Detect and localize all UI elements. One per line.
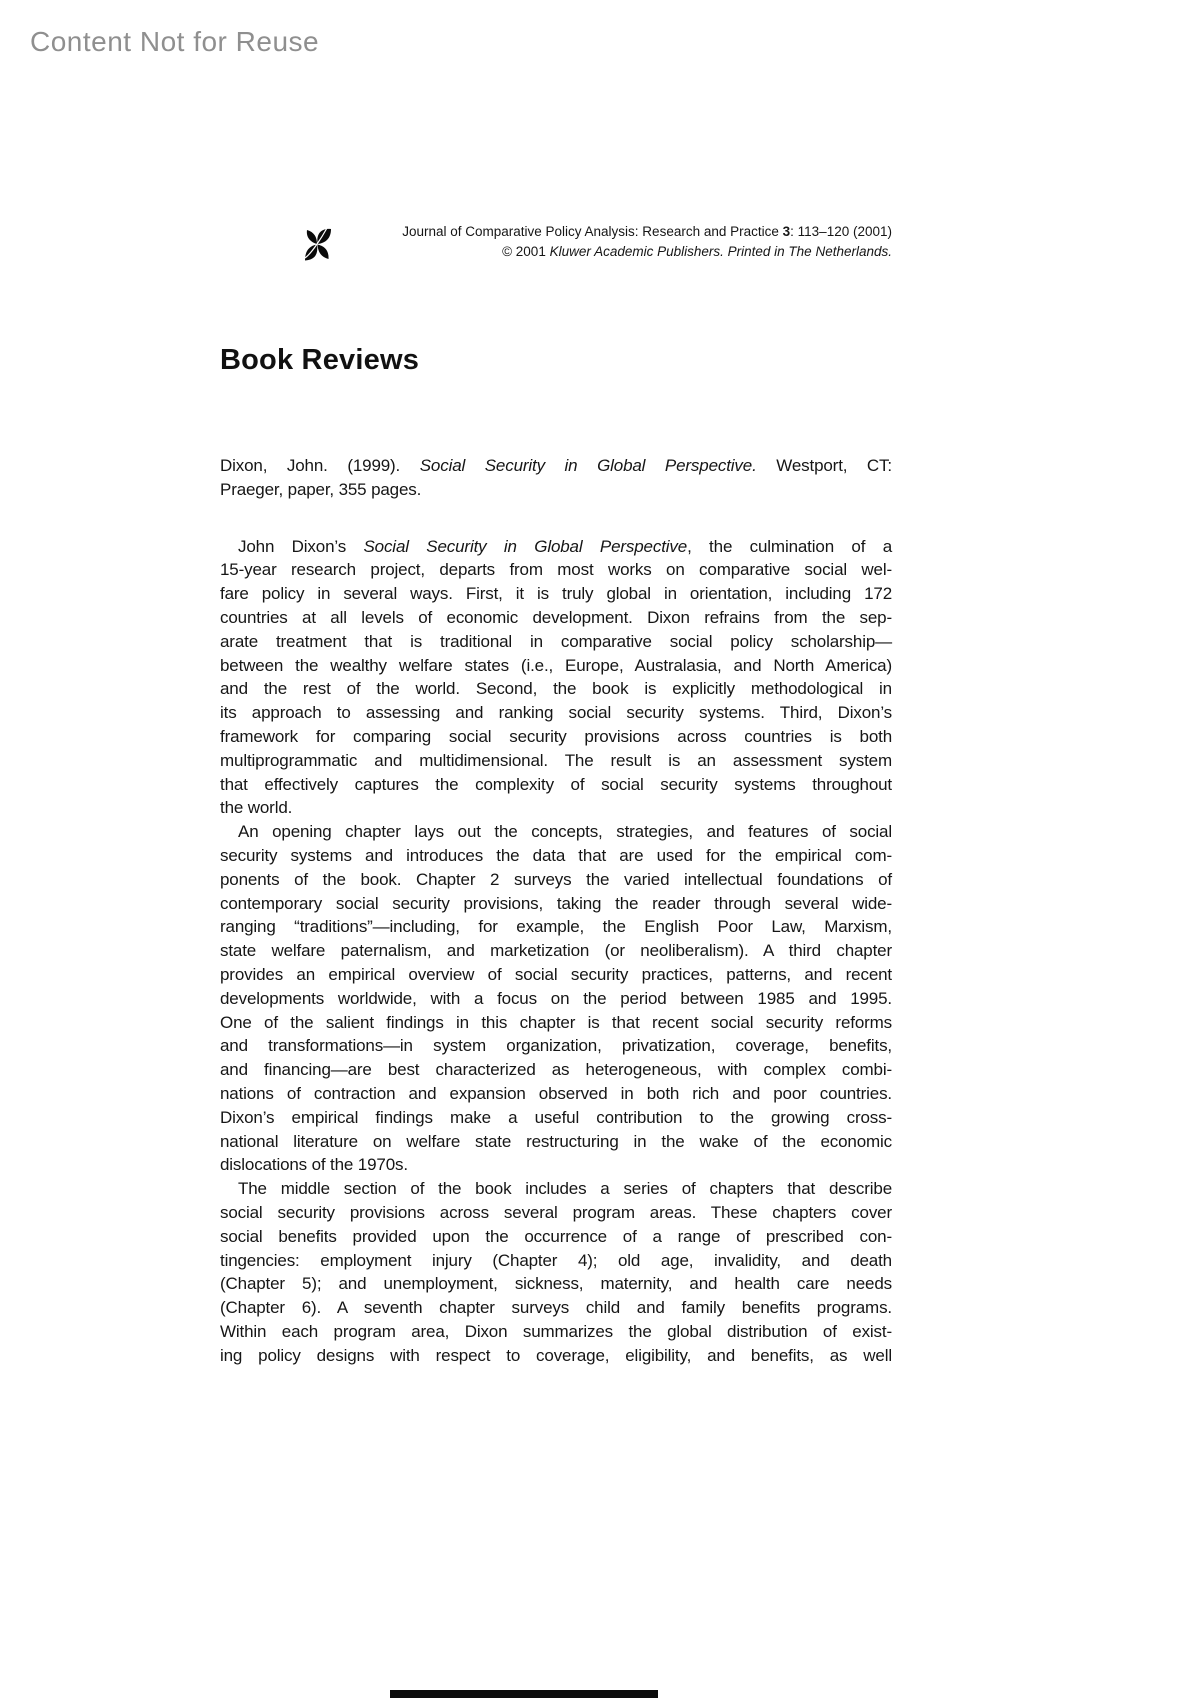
text-line: An opening chapter lays out the concepts, strategies, and features of social [238,822,892,842]
text-line: social security provisions across several program areas. These chapters cover [220,1202,892,1222]
text-line: developments worldwide, with a focus on the period between 1985 and 1995. [220,988,892,1008]
paragraph [220,535,892,821]
text-line: and the rest of the world. Second, the book is explicitly methodological in [220,679,892,699]
text-line: that effectively captures the complexity of social security systems throughout [220,774,892,794]
book-citation [220,454,892,502]
text-line: provides an empirical overview of social security practices, patterns, and recent [220,964,892,984]
text-line: The middle section of the book includes a series of chapters that describe [238,1179,892,1199]
text-line: the world. [220,798,293,818]
text-line: between the wealthy welfare states (i.e., Europe, Australasia, and North America) [220,655,892,675]
text-line: Dixon, John. (1999). Social Security in Global Perspective. Westport, CT: [220,456,892,475]
text-line: 15-year research project, departs from most works on comparative social wel- [220,560,892,580]
text-line: framework for comparing social security provisions across countries is both [220,726,892,746]
text-line: countries at all levels of economic development. Dixon refrains from the sep- [220,607,892,627]
paragraph [220,1177,892,1367]
text-line: fare policy in several ways. First, it is truly global in orientation, including 172 [220,584,892,604]
text-line: ing policy designs with respect to coverage, eligibility, and benefits, as well [220,1345,892,1365]
text-line: and financing—are best characterized as heterogeneous, with complex combi- [220,1060,892,1080]
text-line: Praeger, paper, 355 pages. [220,479,422,499]
scan-artifact-bar [390,1690,658,1698]
copyright-line: © 2001 Kluwer Academic Publishers. Printed in The Netherlands. [502,244,892,259]
journal-header [300,222,892,262]
text-line: its approach to assessing and ranking social security systems. Third, Dixon’s [220,703,892,723]
review-body [220,535,892,1368]
text-line: Within each program area, Dixon summarizes the global distribution of exist- [220,1321,892,1341]
text-line: state welfare paternalism, and marketization (or neoliberalism). A third chapter [220,941,892,961]
text-line: dislocations of the 1970s. [220,1155,408,1175]
page-title: Book Reviews [220,344,420,376]
text-column [220,454,892,1367]
text-line: ranging “traditions”—including, for example, the English Poor Law, Marxism, [220,917,892,937]
text-line: contemporary social security provisions, taking the reader through several wide- [220,893,892,913]
text-line: (Chapter 6). A seventh chapter surveys child and family benefits programs. [220,1298,892,1318]
text-line: (Chapter 5); and unemployment, sickness, maternity, and health care needs [220,1274,892,1294]
text-line: social benefits provided upon the occurrence of a range of prescribed con- [220,1226,892,1246]
text-line: and transformations—in system organization, privatization, coverage, benefits, [220,1036,892,1056]
kluwer-logo-icon [300,225,334,263]
text-line: ponents of the book. Chapter 2 surveys the varied intellectual foundations of [220,869,892,889]
paragraph [220,820,892,1177]
text-line: nations of contraction and expansion observed in both rich and poor countries. [220,1083,892,1103]
text-line: Dixon’s empirical findings make a useful contribution to the growing cross- [220,1107,892,1127]
text-line: national literature on welfare state restructuring in the wake of the economic [220,1131,892,1151]
text-line: multiprogrammatic and multidimensional. The result is an assessment system [220,750,892,770]
text-line: One of the salient findings in this chapter is that recent social security reforms [220,1012,892,1032]
text-line: tingencies: employment injury (Chapter 4); old age, invalidity, and death [220,1250,892,1270]
watermark-text: Content Not for Reuse [30,26,320,57]
text-line: arate treatment that is traditional in comparative social policy scholarship— [220,631,892,651]
journal-citation-line: Journal of Comparative Policy Analysis: Research and Practice 3: 113–120 (2001) [402,224,892,239]
text-line: John Dixon’s Social Security in Global Perspective, the culmination of a [238,536,892,556]
text-line: security systems and introduces the data that are used for the empirical com- [220,845,892,865]
